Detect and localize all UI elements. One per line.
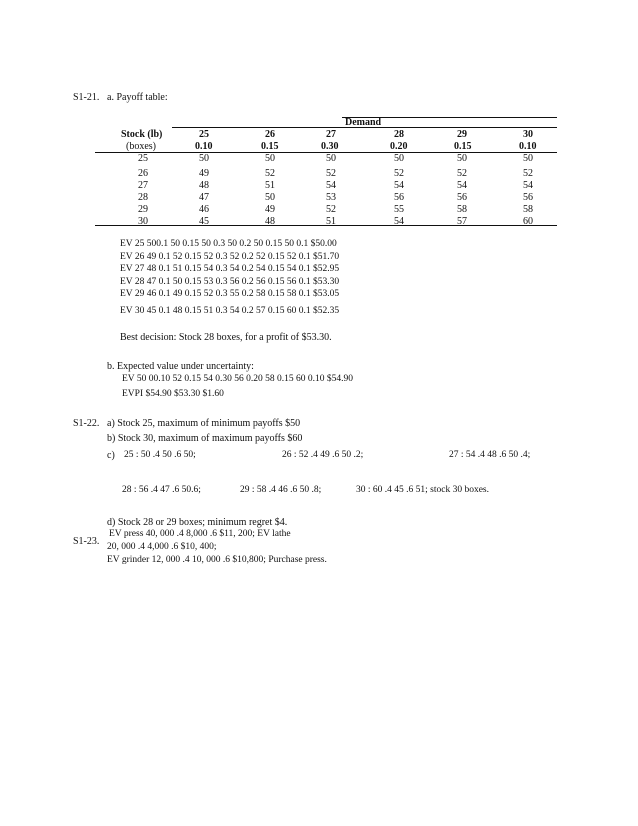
problem-label-s1-22: S1-22. — [73, 418, 100, 429]
payoff-cell: 57 — [457, 216, 467, 227]
payoff-cell: 56 — [457, 192, 467, 203]
payoff-cell: 52 — [326, 204, 336, 215]
demand-value: 28 — [394, 129, 404, 140]
evpi: EVPI $54.90 $53.30 $1.60 — [122, 389, 224, 399]
payoff-cell: 50 — [265, 192, 275, 203]
stock-cell: 28 — [138, 192, 148, 203]
s1-22-part-c-label: c) — [107, 450, 115, 461]
probability-value: 0.30 — [321, 141, 339, 152]
probability-value: 0.10 — [195, 141, 213, 152]
ev-lathe-line: 20, 000 .4 4,000 .6 $10, 400; — [107, 542, 217, 552]
hurwicz-27: 27 : 54 .4 48 .6 50 .4; — [449, 450, 531, 460]
demand-value: 30 — [523, 129, 533, 140]
payoff-cell: 54 — [394, 180, 404, 191]
best-decision: Best decision: Stock 28 boxes, for a profit of $53.30. — [120, 332, 332, 343]
hurwicz-30: 30 : 60 .4 45 .6 51; stock 30 boxes. — [356, 485, 489, 495]
ev-grinder-line: EV grinder 12, 000 .4 10, 000 .6 $10,800; Purchase press. — [107, 555, 327, 565]
stock-cell: 27 — [138, 180, 148, 191]
probability-value: 0.15 — [454, 141, 472, 152]
payoff-cell: 52 — [523, 168, 533, 179]
payoff-cell: 58 — [523, 204, 533, 215]
part-b-heading: b. Expected value under uncertainty: — [107, 361, 254, 372]
demand-value: 26 — [265, 129, 275, 140]
hurwicz-28: 28 : 56 .4 47 .6 50.6; — [122, 485, 201, 495]
demand-header: Demand — [345, 117, 382, 128]
payoff-cell: 54 — [457, 180, 467, 191]
payoff-cell: 51 — [265, 180, 275, 191]
s1-22-answer-d: d) Stock 28 or 29 boxes; minimum regret $4. — [107, 517, 288, 528]
payoff-cell: 53 — [326, 192, 336, 203]
payoff-cell: 60 — [523, 216, 533, 227]
ev-line: EV 27 48 0.1 51 0.15 54 0.3 54 0.2 54 0.15 54 0.1 $52.95 — [120, 264, 340, 274]
payoff-cell: 54 — [326, 180, 336, 191]
problem-label-s1-21: S1-21. — [73, 92, 100, 103]
demand-value: 27 — [326, 129, 336, 140]
part-a-heading: a. Payoff table: — [107, 92, 168, 103]
probability-value: 0.10 — [519, 141, 537, 152]
problem-label-s1-23: S1-23. — [73, 536, 100, 547]
payoff-cell: 55 — [394, 204, 404, 215]
hurwicz-25: 25 : 50 .4 50 .6 50; — [124, 450, 196, 460]
demand-value: 25 — [199, 129, 209, 140]
payoff-cell: 52 — [326, 168, 336, 179]
payoff-cell: 50 — [523, 153, 533, 164]
payoff-cell: 50 — [199, 153, 209, 164]
payoff-cell: 58 — [457, 204, 467, 215]
payoff-cell: 56 — [394, 192, 404, 203]
ev-line: EV 26 49 0.1 52 0.15 52 0.3 52 0.2 52 0.15 52 0.1 $51.70 — [120, 252, 340, 262]
demand-value: 29 — [457, 129, 467, 140]
payoff-cell: 54 — [394, 216, 404, 227]
payoff-cell: 50 — [394, 153, 404, 164]
probability-value: 0.15 — [261, 141, 279, 152]
payoff-cell: 47 — [199, 192, 209, 203]
probability-value: 0.20 — [390, 141, 408, 152]
payoff-cell: 52 — [394, 168, 404, 179]
ev-press-line: EV press 40, 000 .4 8,000 .6 $11, 200; EV lathe — [109, 529, 291, 539]
payoff-cell: 48 — [199, 180, 209, 191]
payoff-cell: 50 — [265, 153, 275, 164]
ev-line: EV 28 47 0.1 50 0.15 53 0.3 56 0.2 56 0.15 56 0.1 $53.30 — [120, 277, 340, 287]
stock-cell: 26 — [138, 168, 148, 179]
payoff-cell: 49 — [265, 204, 275, 215]
payoff-cell: 56 — [523, 192, 533, 203]
payoff-cell: 52 — [457, 168, 467, 179]
payoff-cell: 46 — [199, 204, 209, 215]
payoff-cell: 54 — [523, 180, 533, 191]
ev-line: EV 25 500.1 50 0.15 50 0.3 50 0.2 50 0.15 50 0.1 $50.00 — [120, 239, 337, 249]
payoff-cell: 50 — [326, 153, 336, 164]
ev-under-uncertainty: EV 50 00.10 52 0.15 54 0.30 56 0.20 58 0.15 60 0.10 $54.90 — [122, 374, 353, 384]
payoff-cell: 45 — [199, 216, 209, 227]
ev-line: EV 29 46 0.1 49 0.15 52 0.3 55 0.2 58 0.15 58 0.1 $53.05 — [120, 289, 340, 299]
hurwicz-26: 26 : 52 .4 49 .6 50 .2; — [282, 450, 364, 460]
stock-cell: 29 — [138, 204, 148, 215]
payoff-cell: 50 — [457, 153, 467, 164]
payoff-cell: 51 — [326, 216, 336, 227]
payoff-cell: 49 — [199, 168, 209, 179]
s1-22-answer-a: a) Stock 25, maximum of minimum payoffs $50 — [107, 418, 301, 429]
s1-22-answer-b: b) Stock 30, maximum of maximum payoffs $60 — [107, 433, 303, 444]
payoff-cell: 48 — [265, 216, 275, 227]
payoff-cell: 52 — [265, 168, 275, 179]
stock-units-header: (boxes) — [126, 141, 156, 152]
hurwicz-29: 29 : 58 .4 46 .6 50 .8; — [240, 485, 322, 495]
stock-cell: 25 — [138, 153, 148, 164]
stock-header: Stock (lb) — [121, 129, 163, 140]
stock-cell: 30 — [138, 216, 148, 227]
ev-line: EV 30 45 0.1 48 0.15 51 0.3 54 0.2 57 0.15 60 0.1 $52.35 — [120, 306, 340, 316]
